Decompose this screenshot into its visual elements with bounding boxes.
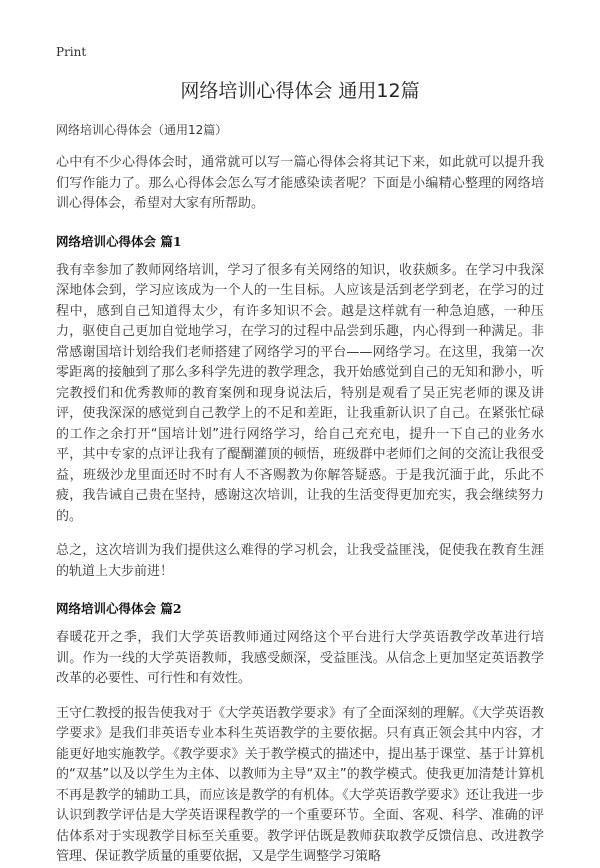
section-1-paragraph-1: 我有幸参加了教师网络培训，学习了很多有关网络的知识，收获颇多。在学习中我深深地体会到，学习应该成为一个人的一生目标。人应该是活到老学到老，在学习的过程中，感到自己知道得太少，有许多知识不会。越是这样就有一种急迫感，一种压力，驱使自己更加自觉地学习，在学习的过程中品尝到乐趣，内心得到一种满足。非常感谢国培计划给我们老师搭建了网络学习的平台——网络学习。在这里，我第一次零距离的接触到了那么多科学先进的教学理念，我开始感觉到自己的无知和渺小，听完教授们和优秀教师的教育案例和现身说法后，特别是观看了吴正宪老师的课及讲评，使我深深的感觉到自己教学上的不足和差距，让我重新认识了自己。在紧张忙碌的工作之余打开“国培计划”进行网络学习，给自己充充电，提升一下自己的业务水平，其中专家的点评让我有了醍醐灌顶的顿悟，班级群中老师们之间的交流让我很受益，班级沙龙里面还时不时有人不吝赐教为你解答疑惑。于是我沉湎于此，乐此不疲，我告诫自己贵在坚持，感谢这次培训，让我的生活变得更加充实，我会继续努力的。 <box>56 262 544 524</box>
page-title: 网络培训心得体会 通用12篇 <box>180 80 420 102</box>
document-subtitle: 网络培训心得体会（通用12篇） <box>56 123 228 137</box>
section-heading-2: 网络培训心得体会 篇2 <box>56 601 182 616</box>
print-link[interactable]: Print <box>56 45 87 59</box>
section-2-paragraph-2: 王守仁教授的报告使我对于《大学英语教学要求》有了全面深刻的理解。《大学英语教学要求》是我们非英语专业本科生英语教学的主要依据。只有真正领会其中内容，才能更好地实施教学。《教学要求》关于教学模式的描述中，提出基于课堂、基于计算机的“双基”以及以学生为主体、以教师为主导“双主”的教学模式。使我更加清楚计算机不再是教学的辅助工具，而应该是教学的有机体。《大学英语教学要求》还让我进一步认识到教学评估是大学英语课程教学的一个重要环节。全面、客观、科学、准确的评估体系对于实现教学目标至关重要。教学评估既是教师获取教学反馈信息、改进教学管理、保证教学质量的重要依据，又是学生调整学习策略 <box>56 705 544 864</box>
section-2-paragraph-1: 春暖花开之季，我们大学英语教师通过网络这个平台进行大学英语教学改革进行培训。作为一线的大学英语教师，我感受颇深，受益匪浅。从信念上更加坚定英语教学改革的必要性、可行性和有效性。 <box>56 630 544 686</box>
section-heading-1: 网络培训心得体会 篇1 <box>56 233 182 249</box>
intro-paragraph: 心中有不少心得体会时，通常就可以写一篇心得体会将其记下来，如此就可以提升我们写作能力了。那么心得体会怎么写才能感染读者呢？下面是小编精心整理的网络培训心得体会，希望对大家有所帮助。 <box>56 155 544 211</box>
section-1-paragraph-2: 总之，这次培训为我们提供这么难得的学习机会，让我受益匪浅，促使我在教育生涯的轨道上大步前进！ <box>56 543 544 579</box>
